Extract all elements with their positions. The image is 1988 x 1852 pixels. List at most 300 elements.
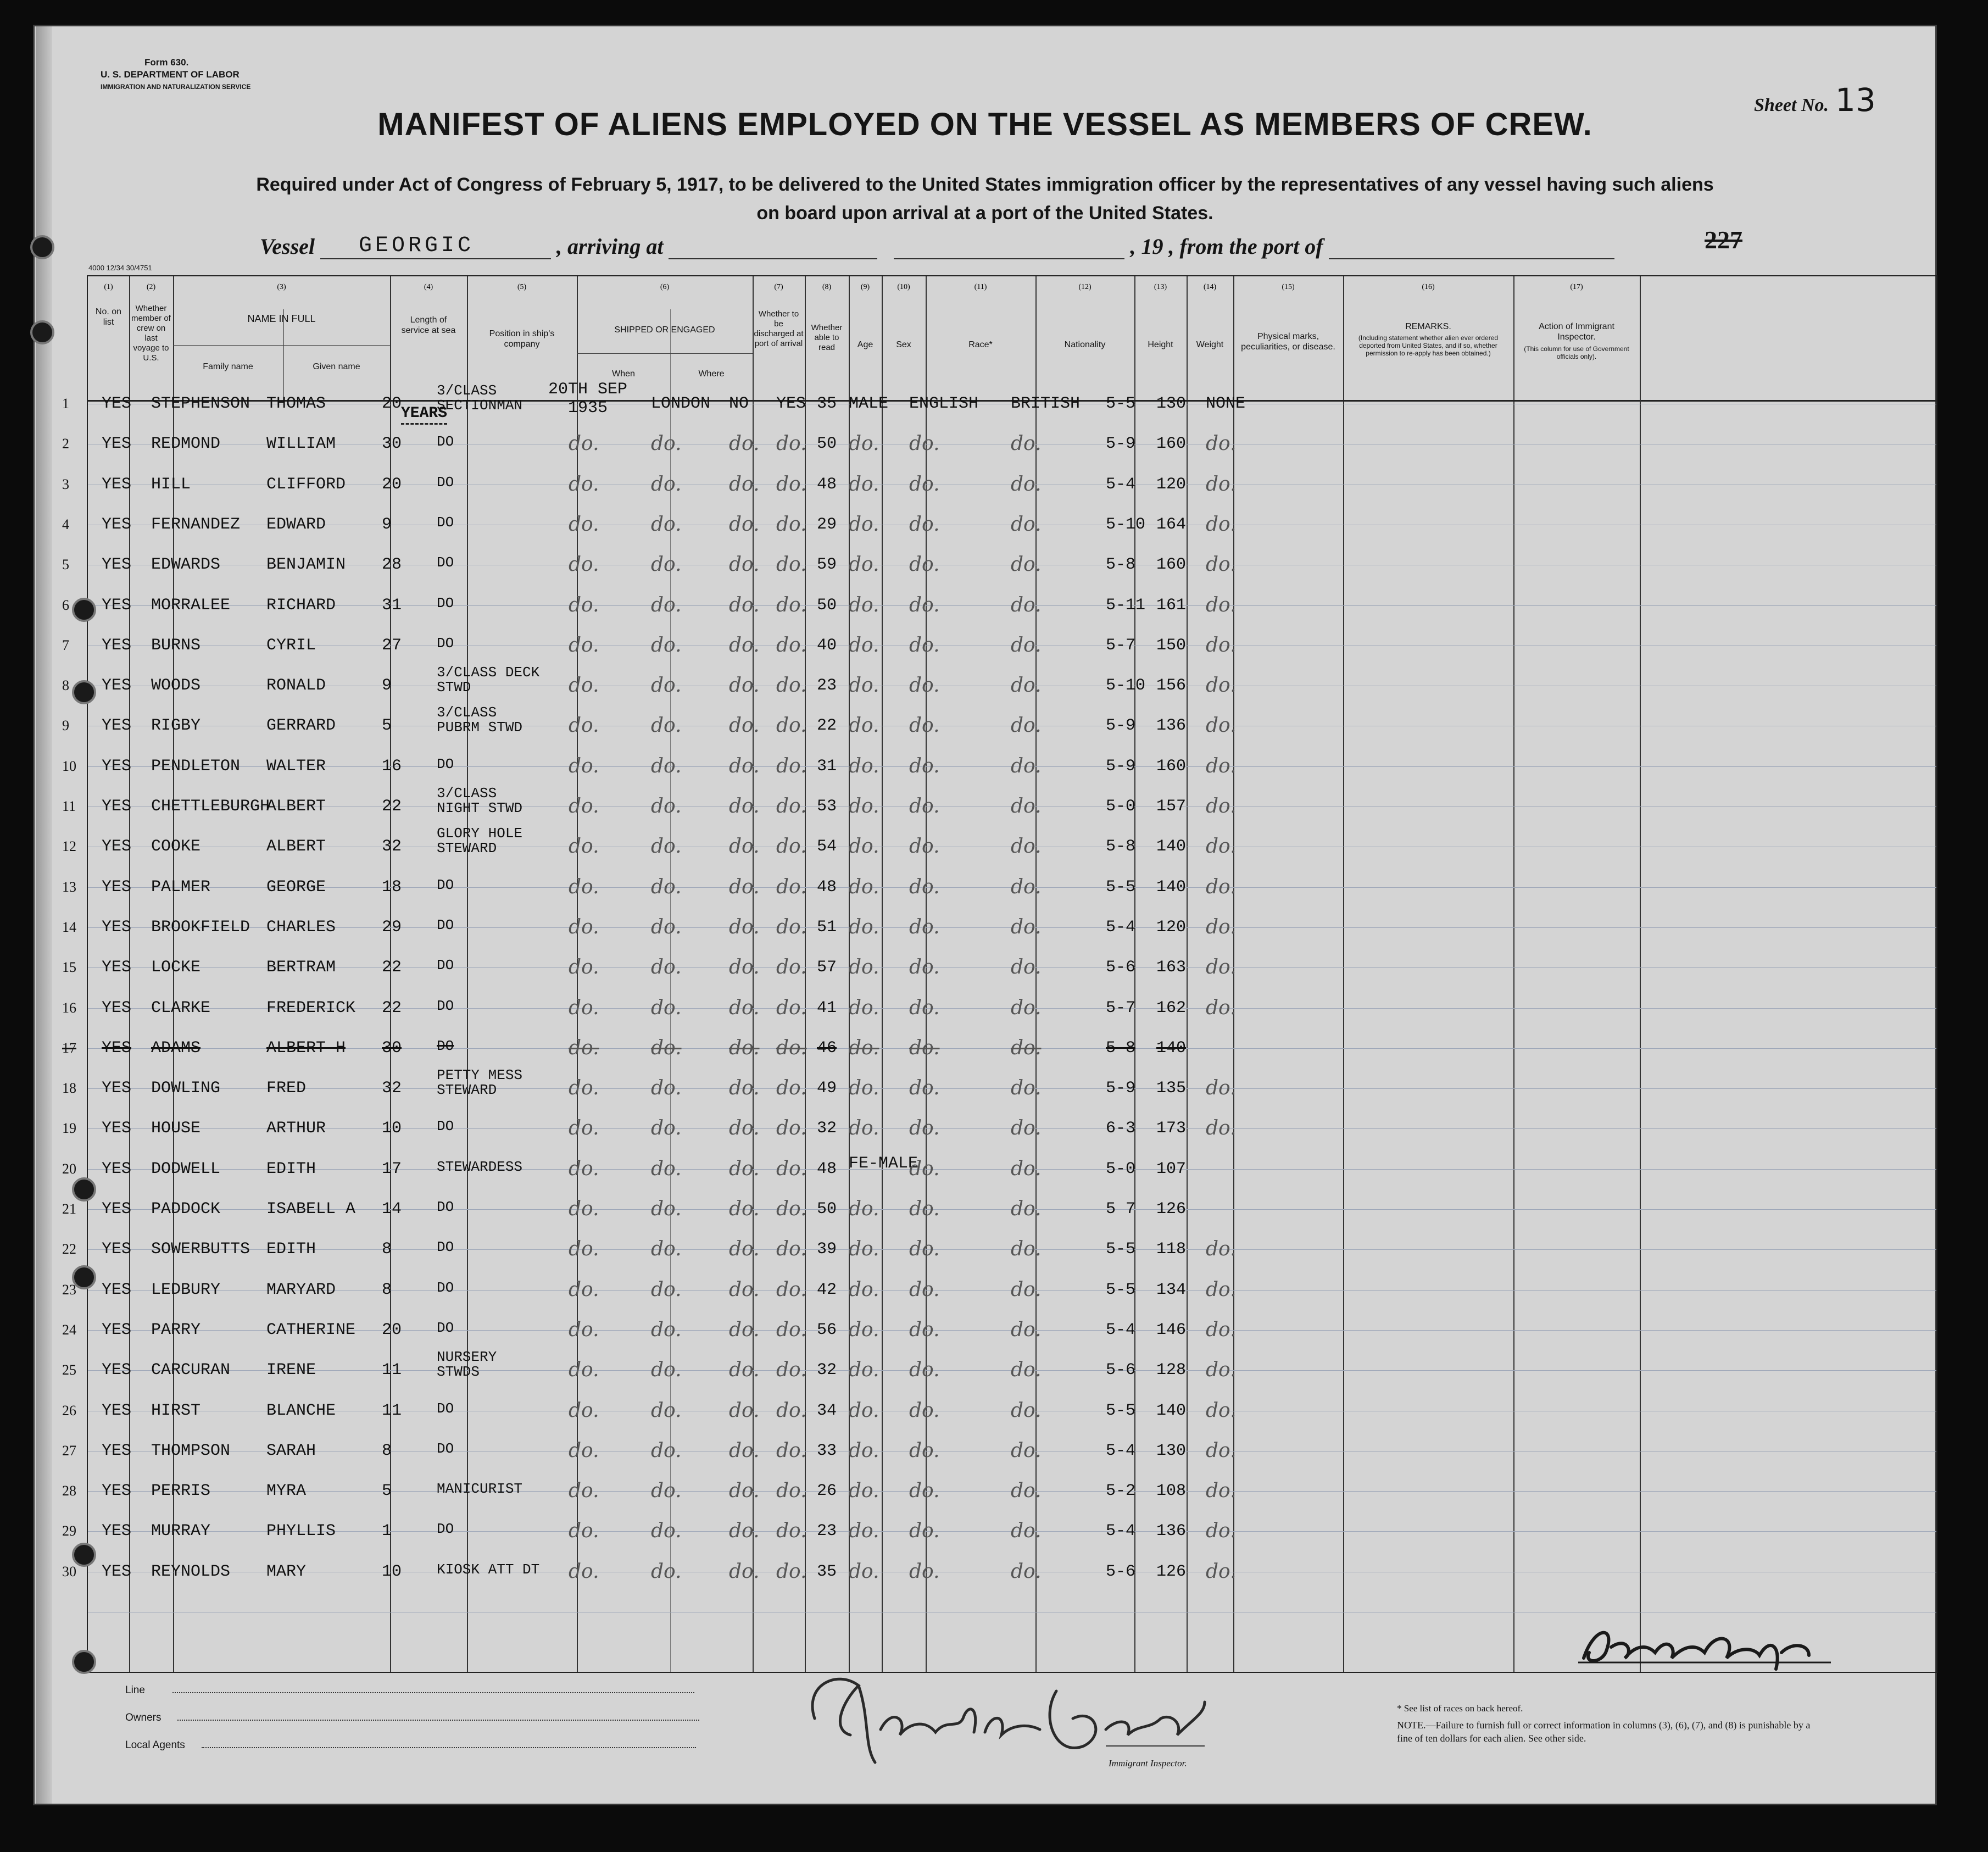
cell-age: 48 bbox=[817, 877, 837, 897]
cell-service: 1 bbox=[382, 1522, 392, 1541]
cell-height: 5 7 bbox=[1106, 1200, 1136, 1219]
cell-where: do. bbox=[651, 593, 682, 616]
cell-where: do. bbox=[651, 1278, 682, 1301]
cell-service: 20 bbox=[382, 475, 402, 494]
cell-nationality: do. bbox=[1011, 1198, 1042, 1220]
column-number: (17) bbox=[1570, 283, 1583, 291]
cell-where: do. bbox=[651, 674, 682, 697]
binder-hole bbox=[30, 320, 54, 344]
cell-when: do. bbox=[569, 1439, 599, 1462]
cell-given: ALBERT H bbox=[266, 1038, 346, 1058]
cell-crew: YES bbox=[102, 1361, 132, 1380]
cell-sex: do. bbox=[849, 1318, 879, 1341]
cell-nationality: do. bbox=[1011, 432, 1042, 455]
table-row bbox=[52, 1386, 1901, 1426]
cell-read: do. bbox=[776, 996, 807, 1019]
cell-given: EDITH bbox=[266, 1240, 316, 1259]
cell-given: MYRA bbox=[266, 1482, 307, 1501]
cell-where: do. bbox=[651, 1520, 682, 1543]
cell-sex: do. bbox=[849, 1520, 879, 1543]
cell-position: MANICURIST bbox=[437, 1481, 523, 1498]
cell-marks: do. bbox=[1206, 1238, 1237, 1261]
cell-weight: 162 bbox=[1156, 998, 1187, 1017]
cell-race: do. bbox=[909, 835, 940, 858]
table-row bbox=[52, 742, 1901, 782]
column-header: No. on list bbox=[95, 307, 122, 327]
cell-race: ENGLISH bbox=[909, 394, 979, 413]
cell-read: do. bbox=[776, 1439, 807, 1462]
cell-height: 5-0 bbox=[1106, 797, 1136, 816]
cell-height: 5-6 bbox=[1106, 1361, 1136, 1380]
cell-given: GERRARD bbox=[266, 716, 336, 736]
cell-service: 20 bbox=[382, 394, 402, 413]
cell-sex: do. bbox=[849, 513, 879, 536]
cell-discharged: do. bbox=[729, 1198, 760, 1220]
cell-marks: do. bbox=[1206, 1480, 1237, 1503]
vessel-name: GEORGIC bbox=[359, 233, 475, 258]
cell-age: 50 bbox=[817, 596, 837, 615]
column-header: Race* bbox=[968, 340, 993, 349]
cell-weight: 150 bbox=[1156, 636, 1187, 655]
note-text: —Failure to furnish full or correct information in columns (3), (6), (7), and (8) is punishable by a fine of ten dollars for each alien. See other side. bbox=[1397, 1720, 1811, 1744]
owners-label: Owners bbox=[125, 1712, 162, 1723]
cell-age: 57 bbox=[817, 958, 837, 977]
cell-discharged: do. bbox=[729, 1036, 760, 1059]
cell-given: RONALD bbox=[266, 676, 326, 696]
cell-position: DO bbox=[437, 1199, 454, 1215]
column-header: Sex bbox=[896, 340, 911, 349]
cell-position: 3/CLASS SECTIONMAN bbox=[437, 382, 523, 414]
cell-discharged: do. bbox=[729, 1399, 760, 1422]
cell-race: do. bbox=[909, 754, 940, 777]
cell-when: do. bbox=[569, 1077, 599, 1100]
cell-given: EDITH bbox=[266, 1159, 316, 1178]
cell-crew: YES bbox=[102, 1240, 132, 1259]
cell-nationality: do. bbox=[1011, 1560, 1042, 1583]
cell-marks: do. bbox=[1206, 1560, 1237, 1583]
cell-position: DO bbox=[437, 916, 454, 933]
cell-marks: do. bbox=[1206, 1520, 1237, 1543]
cell-no: 21 bbox=[62, 1201, 76, 1217]
cell-discharged: do. bbox=[729, 754, 760, 777]
table-row bbox=[52, 1547, 1901, 1587]
cell-discharged: do. bbox=[729, 593, 760, 616]
column-header: Whether able to read bbox=[811, 323, 843, 352]
table-row bbox=[52, 1345, 1901, 1386]
cell-marks: do. bbox=[1206, 674, 1237, 697]
cell-position: DO bbox=[437, 997, 454, 1014]
sheet-number-value: 13 bbox=[1835, 81, 1876, 119]
cell-discharged: do. bbox=[729, 674, 760, 697]
cell-race: do. bbox=[909, 996, 940, 1019]
cell-given: CATHERINE bbox=[266, 1320, 356, 1339]
column-number: (7) bbox=[774, 283, 783, 291]
cell-height: 5-9 bbox=[1106, 1079, 1136, 1098]
cell-position: DO bbox=[437, 1319, 454, 1336]
cell-weight: 156 bbox=[1156, 676, 1187, 696]
column-number: (9) bbox=[860, 283, 870, 291]
cell-when: do. bbox=[569, 1117, 599, 1140]
cell-crew: YES bbox=[102, 757, 132, 776]
agents-underline bbox=[202, 1747, 696, 1748]
column-number: (16) bbox=[1422, 283, 1435, 291]
column-subheader: Given name bbox=[313, 362, 360, 371]
cell-no: 12 bbox=[62, 838, 76, 855]
cell-when: do. bbox=[569, 754, 599, 777]
cell-race: do. bbox=[909, 1520, 940, 1543]
cell-crew: YES bbox=[102, 676, 132, 696]
cell-discharged: do. bbox=[729, 1238, 760, 1261]
table-row bbox=[52, 419, 1901, 459]
cell-where: do. bbox=[651, 1157, 682, 1180]
cell-family: PADDOCK bbox=[151, 1200, 221, 1219]
cell-weight: 146 bbox=[1156, 1320, 1187, 1339]
table-row bbox=[52, 460, 1901, 500]
column-number: (10) bbox=[897, 283, 910, 291]
cell-position: 3/CLASS NIGHT STWD bbox=[437, 785, 523, 816]
cell-age: 50 bbox=[817, 435, 837, 454]
table-row bbox=[52, 621, 1901, 661]
cell-discharged: do. bbox=[729, 795, 760, 817]
cell-family: CHETTLEBURGH bbox=[151, 797, 270, 816]
cell-nationality: do. bbox=[1011, 472, 1042, 496]
table-row bbox=[52, 701, 1901, 741]
cell-age: 48 bbox=[817, 475, 837, 494]
cell-discharged: do. bbox=[729, 513, 760, 536]
cell-race: do. bbox=[909, 1238, 940, 1261]
cell-when: do. bbox=[569, 1198, 599, 1220]
cell-age: 23 bbox=[817, 1522, 837, 1541]
cell-height: 5-5 bbox=[1106, 1401, 1136, 1420]
cell-age: 51 bbox=[817, 917, 837, 937]
cell-crew: YES bbox=[102, 596, 132, 615]
cell-service: 22 bbox=[382, 797, 402, 816]
cell-where: do. bbox=[651, 472, 682, 496]
cell-position: DO bbox=[437, 1400, 454, 1417]
cell-given: GEORGE bbox=[266, 877, 326, 897]
cell-nationality: do. bbox=[1011, 1480, 1042, 1503]
cell-where: do. bbox=[651, 633, 682, 657]
column-header: NAME IN FULL bbox=[247, 313, 316, 324]
cell-read: do. bbox=[776, 1560, 807, 1583]
cell-read: do. bbox=[776, 835, 807, 858]
cell-service: 8 bbox=[382, 1441, 392, 1460]
cell-marks: do. bbox=[1206, 593, 1237, 616]
cell-service: 9 bbox=[382, 676, 392, 696]
cell-discharged: do. bbox=[729, 553, 760, 576]
cell-nationality: do. bbox=[1011, 553, 1042, 576]
cell-no: 30 bbox=[62, 1563, 76, 1580]
column-number: (13) bbox=[1154, 283, 1167, 291]
column-number: (3) bbox=[277, 283, 286, 291]
stamp-number: 227 bbox=[1705, 226, 1742, 254]
cell-nationality: do. bbox=[1011, 1036, 1042, 1059]
cell-service: 20 bbox=[382, 1320, 402, 1339]
cell-service: 14 bbox=[382, 1200, 402, 1219]
cell-position: GLORY HOLE STEWARD bbox=[437, 825, 523, 857]
inspector-title: Immigrant Inspector. bbox=[1109, 1758, 1187, 1768]
column-number: (5) bbox=[517, 283, 527, 291]
cell-race: do. bbox=[909, 1198, 940, 1220]
cell-nationality: do. bbox=[1011, 1520, 1042, 1543]
cell-crew: YES bbox=[102, 1280, 132, 1299]
cell-read: do. bbox=[776, 1036, 807, 1059]
cell-height: 5-7 bbox=[1106, 998, 1136, 1017]
cell-crew: YES bbox=[102, 435, 132, 454]
cell-discharged: do. bbox=[729, 1318, 760, 1341]
vessel-label: Vessel bbox=[260, 234, 315, 259]
cell-discharged: do. bbox=[729, 1157, 760, 1180]
cell-where: do. bbox=[651, 1238, 682, 1261]
cell-when: do. bbox=[569, 674, 599, 697]
cell-family: PARRY bbox=[151, 1320, 201, 1339]
cell-when: do. bbox=[569, 795, 599, 817]
cell-height: 5-5 bbox=[1106, 1240, 1136, 1259]
cell-when: do. bbox=[569, 472, 599, 496]
cell-age: 48 bbox=[817, 1159, 837, 1178]
cell-family: DOWLING bbox=[151, 1079, 221, 1098]
cell-given: SARAH bbox=[266, 1441, 316, 1460]
cell-sex: do. bbox=[849, 996, 879, 1019]
cell-height: 5-4 bbox=[1106, 917, 1136, 937]
cell-height: 5-8 bbox=[1106, 837, 1136, 857]
cell-family: COOKE bbox=[151, 837, 201, 857]
cell-age: 35 bbox=[817, 394, 837, 413]
cell-weight: 163 bbox=[1156, 958, 1187, 977]
cell-no: 13 bbox=[62, 878, 76, 895]
cell-nationality: do. bbox=[1011, 1278, 1042, 1301]
cell-given: CLIFFORD bbox=[266, 475, 346, 494]
cell-when: do. bbox=[569, 1480, 599, 1503]
cell-crew: YES bbox=[102, 555, 132, 575]
vessel-field bbox=[320, 231, 551, 259]
table-row bbox=[52, 581, 1901, 621]
cell-given: IRENE bbox=[266, 1361, 316, 1380]
cell-no: 22 bbox=[62, 1241, 76, 1258]
cell-race: do. bbox=[909, 513, 940, 536]
cell-discharged: do. bbox=[729, 835, 760, 858]
cell-no: 7 bbox=[62, 637, 69, 653]
cell-when: do. bbox=[569, 513, 599, 536]
cell-family: MURRAY bbox=[151, 1522, 211, 1541]
column-number: (12) bbox=[1078, 283, 1092, 291]
cell-no: 18 bbox=[62, 1080, 76, 1097]
table-row bbox=[52, 540, 1901, 580]
cell-sex: do. bbox=[849, 956, 879, 979]
cell-height: 5-8 bbox=[1106, 555, 1136, 575]
cell-family: HILL bbox=[151, 475, 191, 494]
cell-crew: YES bbox=[102, 1119, 132, 1138]
cell-sex: do. bbox=[849, 754, 879, 777]
column-header: Age bbox=[857, 340, 873, 349]
cell-nationality: do. bbox=[1011, 795, 1042, 817]
cell-discharged: do. bbox=[729, 1560, 760, 1583]
cell-where: do. bbox=[651, 1077, 682, 1100]
cell-when: do. bbox=[569, 432, 599, 455]
cell-given: PHYLLIS bbox=[266, 1522, 336, 1541]
cell-height: 5-8 bbox=[1106, 1038, 1136, 1058]
cell-service: 11 bbox=[382, 1401, 402, 1420]
cell-marks: do. bbox=[1206, 956, 1237, 979]
cell-where: do. bbox=[651, 1318, 682, 1341]
cell-when: do. bbox=[569, 915, 599, 938]
cell-read: do. bbox=[776, 915, 807, 938]
cell-height: 6-3 bbox=[1106, 1119, 1136, 1138]
cell-marks: do. bbox=[1206, 915, 1237, 938]
cell-weight: 157 bbox=[1156, 797, 1187, 816]
cell-no: 6 bbox=[62, 597, 69, 613]
cell-weight: 134 bbox=[1156, 1280, 1187, 1299]
cell-given: WALTER bbox=[266, 757, 326, 776]
cell-marks: do. bbox=[1206, 835, 1237, 858]
cell-age: 35 bbox=[817, 1562, 837, 1581]
cell-nationality: do. bbox=[1011, 1077, 1042, 1100]
cell-given: ALBERT bbox=[266, 797, 326, 816]
cell-when: do. bbox=[569, 996, 599, 1019]
cell-family: REYNOLDS bbox=[151, 1562, 231, 1581]
cell-sex: do. bbox=[849, 432, 879, 455]
cell-where: do. bbox=[651, 1439, 682, 1462]
cell-when: do. bbox=[569, 956, 599, 979]
cell-age: 54 bbox=[817, 837, 837, 857]
cell-family: REDMOND bbox=[151, 435, 221, 454]
column-header: Whether to be discharged at port of arrival bbox=[754, 309, 804, 348]
cell-service: 31 bbox=[382, 596, 402, 615]
cell-read: do. bbox=[776, 1359, 807, 1382]
table-row bbox=[52, 782, 1901, 822]
cell-read: do. bbox=[776, 875, 807, 898]
cell-service: 29 bbox=[382, 917, 402, 937]
cell-no: 8 bbox=[62, 677, 69, 694]
cell-sex: do. bbox=[849, 1198, 879, 1220]
cell-nationality: do. bbox=[1011, 996, 1042, 1019]
cell-crew: YES bbox=[102, 515, 132, 534]
inspector-signature bbox=[798, 1636, 1216, 1779]
cell-family: MORRALEE bbox=[151, 596, 231, 615]
line-field bbox=[125, 1684, 694, 1697]
cell-position: DO bbox=[437, 876, 454, 893]
form-header bbox=[101, 57, 250, 93]
cell-weight: 140 bbox=[1156, 1401, 1187, 1420]
column-number: (2) bbox=[146, 283, 156, 291]
cell-no: 4 bbox=[62, 516, 69, 532]
cell-position: DO bbox=[437, 1440, 454, 1457]
cell-height: 5-4 bbox=[1106, 1522, 1136, 1541]
cell-discharged: do. bbox=[729, 1117, 760, 1140]
cell-marks: do. bbox=[1206, 1117, 1237, 1140]
cell-position: 3/CLASS DECK STWD bbox=[437, 664, 540, 696]
cell-where: do. bbox=[651, 1117, 682, 1140]
cell-nationality: do. bbox=[1011, 1238, 1042, 1261]
cell-when: do. bbox=[569, 553, 599, 576]
column-number: (4) bbox=[424, 283, 433, 291]
cell-read: do. bbox=[776, 1399, 807, 1422]
cell-service: 5 bbox=[382, 1482, 392, 1501]
cell-height: 5-2 bbox=[1106, 1482, 1136, 1501]
cell-position: DO bbox=[437, 1037, 454, 1054]
cell-sex: do. bbox=[849, 915, 879, 938]
cell-age: 22 bbox=[817, 716, 837, 736]
cell-nationality: do. bbox=[1011, 956, 1042, 979]
cell-read: do. bbox=[776, 956, 807, 979]
year-label: , 19 bbox=[1130, 234, 1163, 259]
arriving-label: , arriving at bbox=[556, 234, 664, 259]
cell-discharged: do. bbox=[729, 633, 760, 657]
service-unit: YEARS bbox=[401, 404, 447, 425]
cell-given: CHARLES bbox=[266, 917, 336, 937]
cell-when: do. bbox=[569, 1399, 599, 1422]
cell-race: do. bbox=[909, 1117, 940, 1140]
service-name: IMMIGRATION AND NATURALIZATION SERVICE bbox=[101, 83, 251, 91]
cell-nationality: do. bbox=[1011, 1359, 1042, 1382]
cell-discharged: do. bbox=[729, 1439, 760, 1462]
cell-where: do. bbox=[651, 513, 682, 536]
cell-where: do. bbox=[651, 1399, 682, 1422]
cell-height: 5-6 bbox=[1106, 1562, 1136, 1581]
initials-signature bbox=[1573, 1614, 1847, 1680]
cell-age: 49 bbox=[817, 1079, 837, 1098]
cell-position: DO bbox=[437, 755, 454, 772]
column-header: Position in ship's company bbox=[489, 329, 555, 349]
cell-no: 2 bbox=[62, 436, 69, 452]
cell-weight: 136 bbox=[1156, 716, 1187, 736]
cell-family: DODWELL bbox=[151, 1159, 221, 1178]
cell-family: WOODS bbox=[151, 676, 201, 696]
cell-where: do. bbox=[651, 915, 682, 938]
cell-no: 9 bbox=[62, 718, 69, 734]
cell-age: 46 bbox=[817, 1038, 837, 1058]
subheader-rule bbox=[173, 345, 390, 346]
cell-no: 1 bbox=[62, 396, 69, 411]
cell-position: DO bbox=[437, 957, 454, 974]
cell-when: do. bbox=[569, 1520, 599, 1543]
cell-height: 5-6 bbox=[1106, 958, 1136, 977]
cell-nationality: do. bbox=[1011, 835, 1042, 858]
cell-race: do. bbox=[909, 593, 940, 616]
cell-weight: 107 bbox=[1156, 1159, 1187, 1178]
cell-given: RICHARD bbox=[266, 596, 336, 615]
cell-race: do. bbox=[909, 1278, 940, 1301]
cell-marks: do. bbox=[1206, 633, 1237, 657]
cell-weight: 118 bbox=[1156, 1240, 1187, 1259]
column-number: (1) bbox=[104, 283, 113, 291]
line-underline bbox=[172, 1692, 694, 1693]
table-row bbox=[52, 500, 1901, 540]
column-subheader: Family name bbox=[203, 362, 253, 371]
cell-where: do. bbox=[651, 1036, 682, 1059]
cell-sex: do. bbox=[849, 1439, 879, 1462]
subheader-rule bbox=[577, 353, 753, 354]
cell-no: 14 bbox=[62, 919, 76, 935]
cell-sex: do. bbox=[849, 1560, 879, 1583]
cell-marks: do. bbox=[1206, 472, 1237, 496]
cell-age: 39 bbox=[817, 1240, 837, 1259]
table-row bbox=[52, 1305, 1901, 1345]
cell-discharged: do. bbox=[729, 714, 760, 737]
cell-weight: 120 bbox=[1156, 475, 1187, 494]
cell-marks: do. bbox=[1206, 795, 1237, 817]
cell-where: do. bbox=[651, 754, 682, 777]
cell-where: do. bbox=[651, 875, 682, 898]
cell-sex: do. bbox=[849, 1480, 879, 1503]
column-header: Action of Immigrant Inspector. bbox=[1539, 322, 1614, 342]
cell-height: 5-0 bbox=[1106, 1159, 1136, 1178]
cell-height: 5-4 bbox=[1106, 1320, 1136, 1339]
cell-nationality: do. bbox=[1011, 1117, 1042, 1140]
cell-nationality: do. bbox=[1011, 1157, 1042, 1180]
cell-service: 22 bbox=[382, 958, 402, 977]
cell-service: 32 bbox=[382, 837, 402, 857]
